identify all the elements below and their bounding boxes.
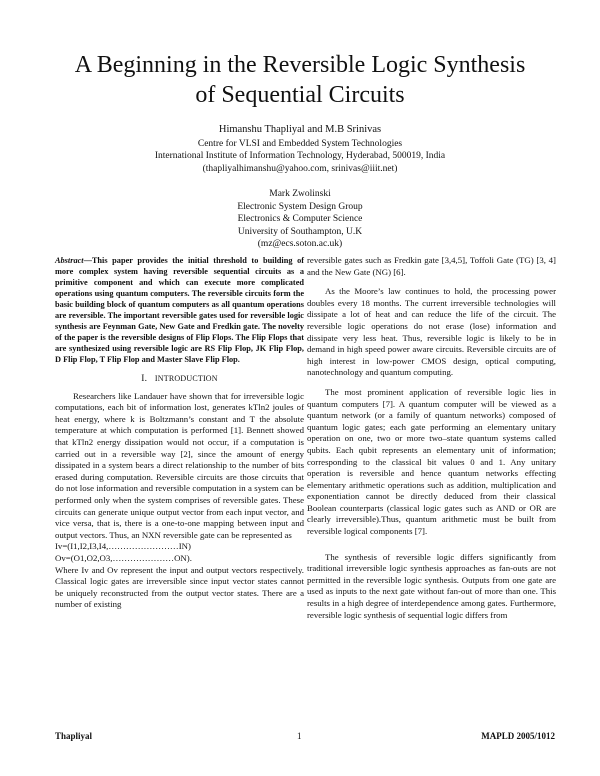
section-title: INTRODUCTION — [154, 374, 218, 383]
author-block-2 — [60, 188, 540, 251]
author-emails-1: (thapliyalhimanshu@yahoo.com, srinivas@iiit.net) — [202, 163, 398, 174]
right-paragraph-4: The synthesis of reversible logic differs significantly from traditional irreversible logic synthesis approaches as fan-outs are not permitted in the reversible logic synthesis. Outputs from one gate are used as inputs to the next gate without fan-out of more than one. This results in a high degree of interdependence among gates. Furthermore, reversible logic synthesis of sequential logic differs from — [307, 551, 556, 620]
title-line-2: of Sequential Circuits — [195, 82, 405, 108]
left-column — [55, 255, 304, 611]
affiliation-4: Electronics & Computer Science — [237, 214, 363, 224]
author-names-1: Himanshu Thapliyal and M.B Srinivas — [218, 124, 382, 135]
right-column — [307, 255, 556, 621]
title-line-1: A Beginning in the Reversible Logic Synthesis — [74, 52, 526, 78]
right-paragraph-1: reversible gates such as Fredkin gate [3,4,5], Toffoli Gate (TG) [3, 4] and the New Gate (NG) [6]. — [307, 255, 556, 277]
abstract — [55, 255, 304, 365]
right-paragraph-3: The most prominent application of reversible logic lies in quantum computers [7]. A quantum computer will be viewed as a quantum network (or a family of quantum networks) composed of quantum logic gates; each gate performing an elementary unitary operation on one, two or more two–state quantum systems called qubits. Each qubit represents an elementary unit of information; corresponding to the classical bit values 0 and 1. Any unitary operation is reversible and hence quantum networks effecting elementary arithmetic operations such as addition, multiplication and exponentiation cannot be directly deduced from their classical Boolean counterparts (classical logic gates such as AND or OR are clearly irreversible).Thus, quantum arithmetic must be built from reversible logical components [7]. — [307, 386, 556, 537]
intro-paragraph-1: Researchers like Landauer have shown that for irreversible logic computations, each bit of information lost, generates kTln2 joules of heat energy, where k is Boltzmann’s constant and T the absolute temperature at which computation is performed [1]. Bennett showed that kTln2 energy dissipation would not occur, if a computation is carried out in a reversible way [2], since the amount of energy dissipated in a system bears a direct relationship to the number of bits erased during computation. Reversible circuits are those circuits that do not lose information and reversible computation in a system can be performed only when the system comprises of reversible gates. These circuits can generate unique output vector from each input vector, and vice versa, that is, there is a one-to-one mapping between input and output vectors. Thus, an NXN reversible gate can be represented as — [55, 390, 304, 540]
author-names-2: Mark Zwolinski — [269, 189, 331, 199]
footer-author: Thapliyal — [55, 731, 93, 741]
page-number: 1 — [297, 731, 302, 741]
section-numeral: I. — [141, 374, 148, 384]
abstract-label: Abstract — [55, 256, 84, 265]
input-vector-equation: Iv=(I1,I2,I3,I4,……………………IN) — [55, 541, 191, 552]
abstract-text: —This paper provides the initial threshold to building of more complex system having reversible sequential circuits as a primitive component and which can execute more complicated operations using quantum computers. The reversible circuits form the basic building block of quantum computers as all quantum operations are reversible. The important reversible gates used for reversible logic synthesis are Feynman Gate, New Gate and Fredkin gate. The novelty of the paper is the reversible designs of Flip Flops. The Flip Flops that are synthesized using reversible logic are RS Flip Flop, JK Flip Flop, D Flip Flop, T Flip Flop and Master Slave Flip Flop. — [55, 256, 304, 364]
affiliation-3: Electronic System Design Group — [237, 201, 363, 212]
page-footer — [55, 731, 555, 745]
affiliation-2: International Institute of Information Technology, Hyderabad, 500019, India — [154, 151, 446, 161]
output-vector-equation: Ov=(O1,O2,O3,…………………ON). — [55, 552, 192, 563]
footer-conference: MAPLD 2005/1012 — [481, 731, 555, 741]
affiliation-5: University of Southampton, U.K — [237, 226, 363, 237]
right-paragraph-2: As the Moore’s law continues to hold, the processing power doubles every 18 months. The current irreversible technologies will dissipate a lot of heat and can reduce the life of the circuit. The reversible logic operations do not erase (lose) information and dissipate very less heat. Thus, reversible logic is likely to be in demand in high speed power aware circuits. Reversible circuits are of high interest in low-power CMOS design, optical computing, nanotechnology and quantum computing. — [307, 286, 556, 378]
author-email-2: (mz@ecs.soton.ac.uk) — [257, 239, 343, 249]
paper-title — [40, 50, 560, 110]
affiliation-1: Centre for VLSI and Embedded System Technologies — [197, 138, 403, 149]
intro-paragraph-2: Where Iv and Ov represent the input and output vectors respectively. Classical logic gates are irreversible since input vector states cannot be uniquely reconstructed from the output vector states. There are a number of existing — [55, 564, 304, 610]
section-heading-introduction — [55, 373, 304, 386]
author-block-1 — [60, 124, 540, 175]
